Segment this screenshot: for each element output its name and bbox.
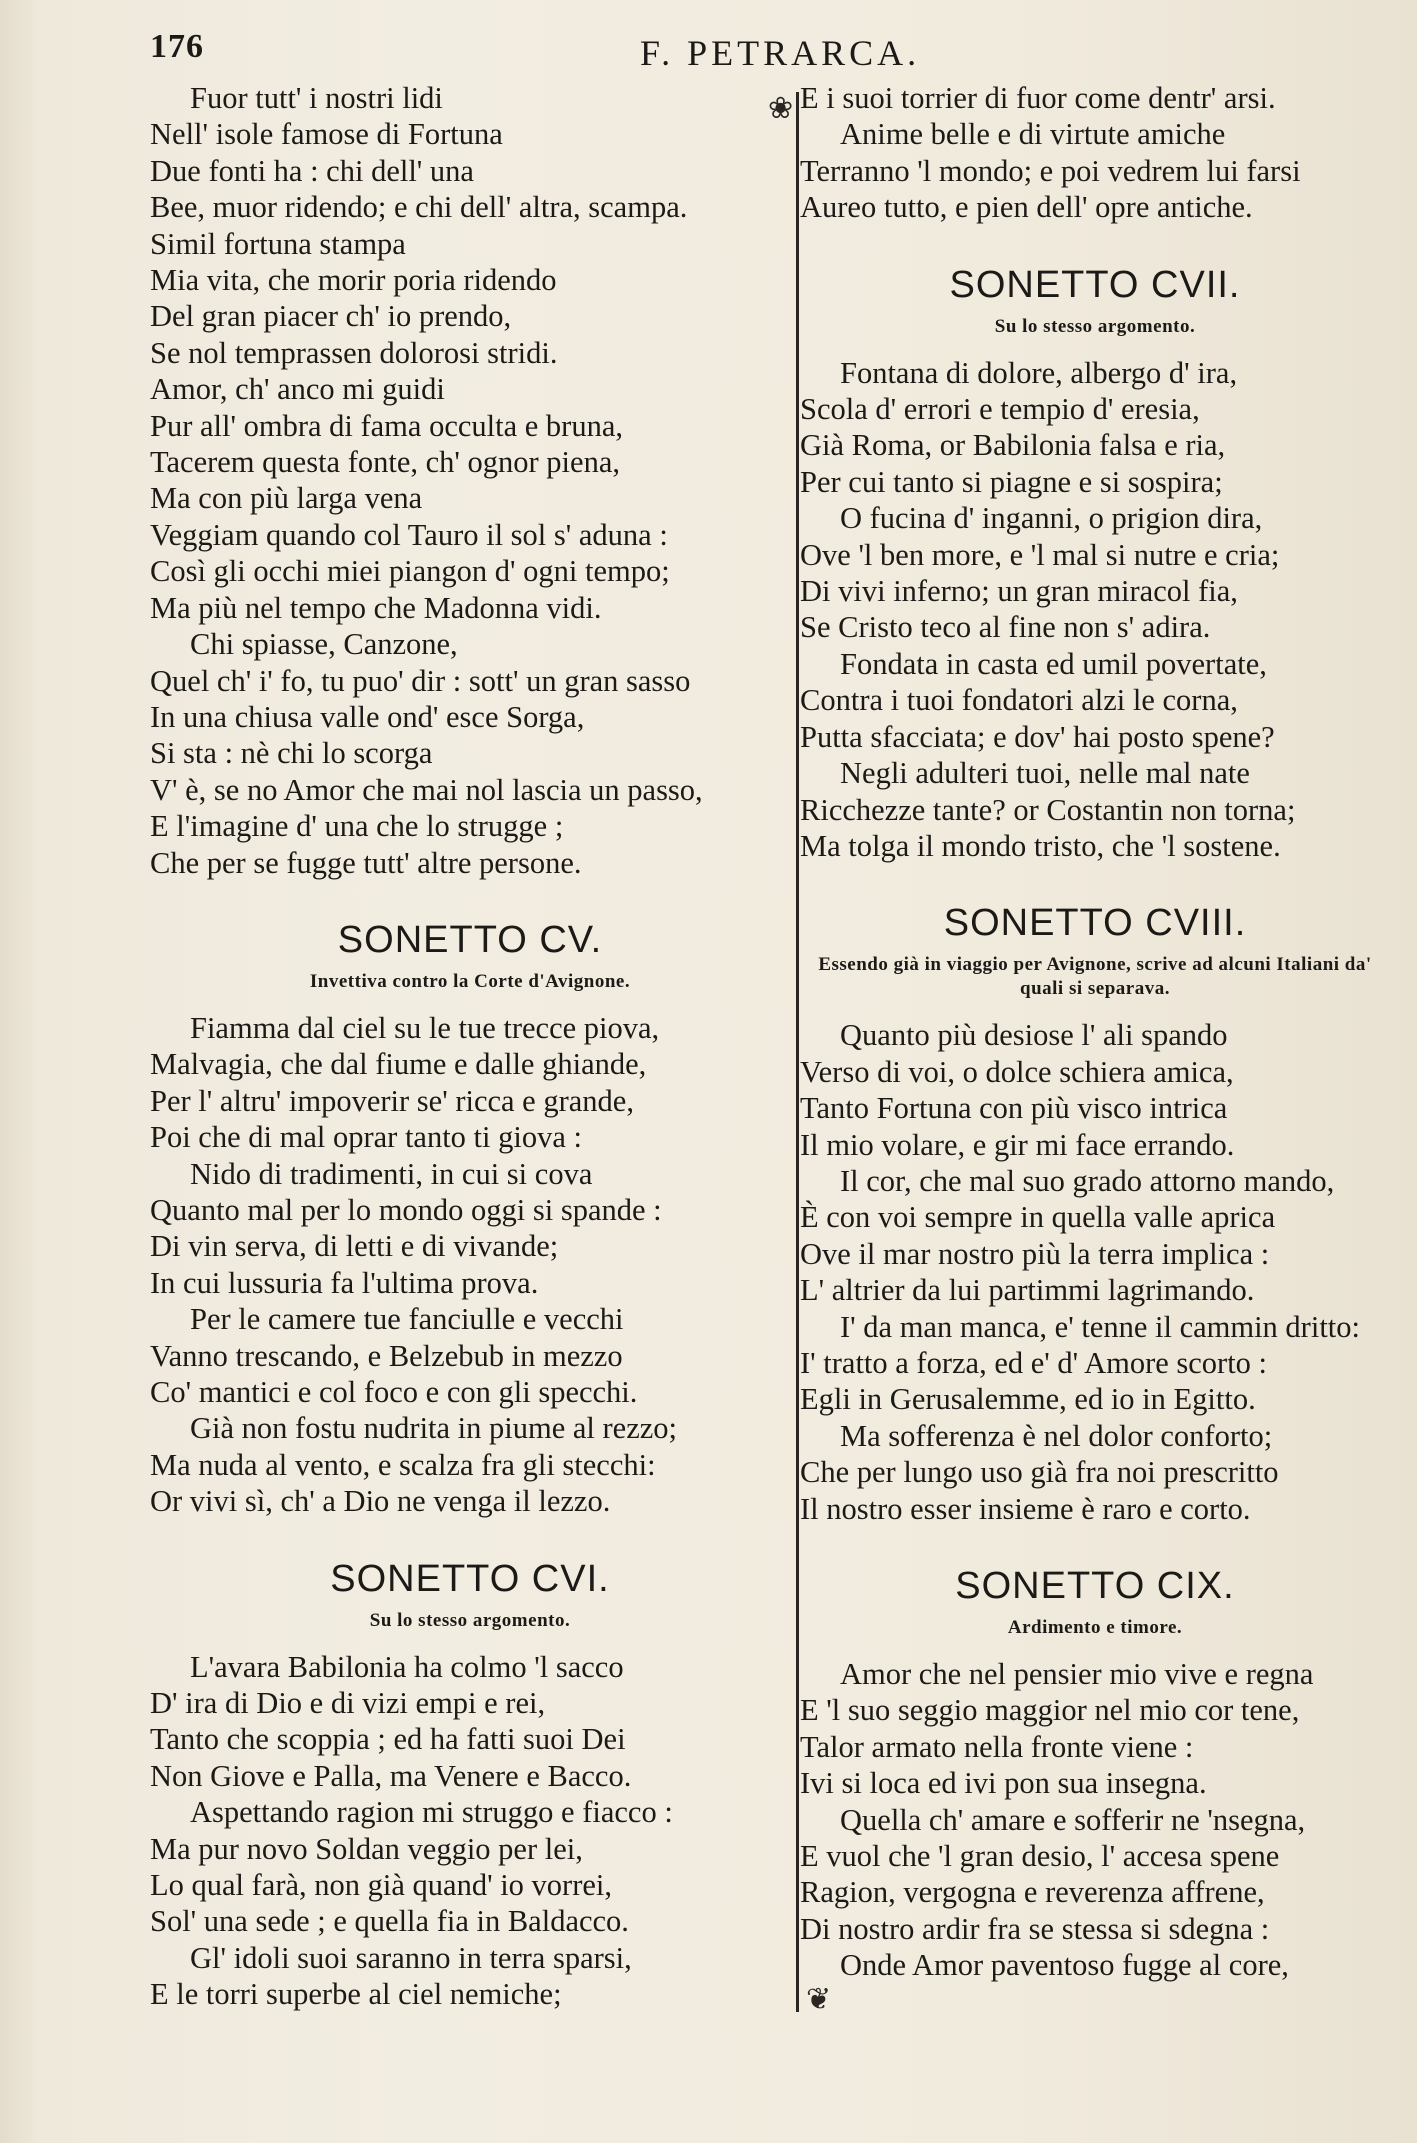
verse-line: Egli in Gerusalemme, ed io in Egitto. xyxy=(800,1382,1256,1417)
sonnet xyxy=(150,1558,790,2013)
verse-line: Ove 'l ben more, e 'l mal si nutre e cria; xyxy=(800,537,1280,572)
left-column xyxy=(150,80,790,2013)
verse-line: D' ira di Dio e di vizi empi e rei, xyxy=(150,1686,546,1721)
verse-line: Di vivi inferno; un gran miracol fia, xyxy=(800,574,1238,609)
right-column xyxy=(800,80,1390,1984)
sonnet-subtitle: Invettiva contro la Corte d'Avignone. xyxy=(309,970,631,992)
verse-line: Fondata in casta ed umil povertate, xyxy=(840,646,1267,681)
sonnet-title: SONETTO CVIII. xyxy=(943,902,1247,945)
verse-line: Amor, ch' anco mi guidi xyxy=(150,372,445,407)
page-number: 176 xyxy=(150,28,204,65)
verse-line: Ma pur novo Soldan veggio per lei, xyxy=(150,1831,583,1866)
sonnet xyxy=(800,264,1390,865)
verse-line: L'avara Babilonia ha colmo 'l sacco xyxy=(190,1649,624,1684)
verse-line: Ma sofferenza è nel dolor conforto; xyxy=(840,1418,1273,1453)
verse-line: Il mio volare, e gir mi face errando. xyxy=(800,1127,1235,1162)
verse-line: Tanto Fortuna con più visco intrica xyxy=(800,1091,1228,1126)
running-title: F. PETRARCA. xyxy=(640,33,921,73)
verse-line: Ragion, vergogna e reverenza affrene, xyxy=(800,1875,1265,1910)
sonnet xyxy=(800,902,1390,1527)
verse-line: E le torri superbe al ciel nemiche; xyxy=(150,1977,562,2012)
verse-line: Ove il mar nostro più la terra implica : xyxy=(800,1236,1270,1271)
verse-line: Fiamma dal ciel su le tue trecce piova, xyxy=(190,1010,660,1045)
verse-line: Si sta : nè chi lo scorga xyxy=(150,736,433,771)
verse-line: Talor armato nella fronte viene : xyxy=(800,1729,1194,1764)
verse-line: Scola d' errori e tempio d' eresia, xyxy=(800,392,1200,427)
verse-line: Tacerem questa fonte, ch' ognor piena, xyxy=(150,445,620,480)
right-continuation xyxy=(800,80,1390,226)
verse-line: E vuol che 'l gran desio, l' accesa spene xyxy=(800,1839,1280,1874)
sonnet-subtitle: Essendo già in viaggio per Avignone, scrive ad alcuni Italiani da' quali si separava. xyxy=(818,954,1372,1000)
verse-line: Nido di tradimenti, in cui si cova xyxy=(190,1156,593,1191)
verse-line: Se Cristo teco al fine non s' adira. xyxy=(800,610,1211,645)
sonnet-title: SONETTO CVI. xyxy=(330,1557,610,1600)
verse-line: Chi spiasse, Canzone, xyxy=(190,627,458,662)
page-header xyxy=(150,28,1377,78)
verse-line: Lo qual farà, non già quand' io vorrei, xyxy=(150,1868,612,1903)
verse-line: Terranno 'l mondo; e poi vedrem lui farsi xyxy=(800,153,1301,188)
verse-line: I' tratto a forza, ed e' d' Amore scorto : xyxy=(800,1345,1268,1380)
verse-line: Putta sfacciata; e dov' hai posto spene? xyxy=(800,719,1275,754)
verse-line: E l'imagine d' una che lo strugge ; xyxy=(150,809,564,844)
verse-line: Sol' una sede ; e quella fia in Baldacco. xyxy=(150,1904,629,1939)
verse-line: Or vivi sì, ch' a Dio ne venga il lezzo. xyxy=(150,1484,611,1519)
verse-line: Che per se fugge tutt' altre persone. xyxy=(150,845,582,880)
verse-line: Per l' altru' impoverir se' ricca e grande, xyxy=(150,1083,634,1118)
verse-line: Tanto che scoppia ; ed ha fatti suoi Dei xyxy=(150,1722,626,1757)
verse-line: Poi che di mal oprar tanto ti giova : xyxy=(150,1120,582,1155)
verse-line: Vanno trescando, e Belzebub in mezzo xyxy=(150,1338,623,1373)
sonnet-title: SONETTO CIX. xyxy=(955,1565,1235,1607)
ornament-icon: ❀ xyxy=(768,91,794,126)
verse-line: Malvagia, che dal fiume e dalle ghiande, xyxy=(150,1047,647,1082)
verse-line: Il cor, che mal suo grado attorno mando, xyxy=(840,1163,1335,1198)
verse-line: Fontana di dolore, albergo d' ira, xyxy=(840,355,1238,390)
verse-line: Ma con più larga vena xyxy=(150,481,423,516)
verse-line: Onde Amor paventoso fugge al core, xyxy=(840,1948,1289,1983)
verse-line: Quella ch' amare e sofferir ne 'nsegna, xyxy=(840,1802,1306,1837)
verse-line: Simil fortuna stampa xyxy=(150,226,406,261)
sonnet xyxy=(150,919,790,1520)
verse-line: Se nol temprassen dolorosi stridi. xyxy=(150,335,558,370)
verse-line: Fuor tutt' i nostri lidi xyxy=(190,81,443,115)
verse-line: Così gli occhi miei piangon d' ogni tempo; xyxy=(150,554,670,589)
verse-line: V' è, se no Amor che mai nol lascia un passo, xyxy=(150,772,703,807)
sonnet-title: SONETTO CV. xyxy=(337,918,603,961)
verse-line: Bee, muor ridendo; e chi dell' altra, scampa. xyxy=(150,190,688,225)
verse-line: Ricchezze tante? or Costantin non torna; xyxy=(800,792,1296,827)
sonnet-subtitle: Su lo stesso argomento. xyxy=(994,315,1196,337)
verse-line: Per cui tanto si piagne e si sospira; xyxy=(800,464,1223,499)
verse-line: Nell' isole famose di Fortuna xyxy=(150,117,503,152)
verse-line: Che per lungo uso già fra noi prescritto xyxy=(800,1455,1279,1490)
sonnet-subtitle: Ardimento e timore. xyxy=(1007,1617,1183,1638)
verse-line: Quel ch' i' fo, tu puo' dir : sott' un gran sasso xyxy=(150,663,691,698)
sonnet xyxy=(800,1565,1390,1984)
verse-line: Pur all' ombra di fama occulta e bruna, xyxy=(150,408,623,443)
verse-line: Anime belle e di virtute amiche xyxy=(840,117,1226,152)
column-divider xyxy=(796,92,799,2012)
verse-line: Ma tolga il mondo tristo, che 'l sostene. xyxy=(800,828,1281,863)
verse-line: O fucina d' inganni, o prigion dira, xyxy=(840,501,1263,536)
verse-line: È con voi sempre in quella valle aprica xyxy=(800,1200,1276,1235)
verse-line: Già Roma, or Babilonia falsa e ria, xyxy=(800,428,1226,463)
verse-line: Il nostro esser insieme è raro e corto. xyxy=(800,1491,1251,1526)
verse-line: Non Giove e Palla, ma Venere e Bacco. xyxy=(150,1758,632,1793)
verse-line: Contra i tuoi fondatori alzi le corna, xyxy=(800,683,1238,718)
sonnet-title: SONETTO CVII. xyxy=(949,263,1241,306)
verse-line: Già non fostu nudrita in piume al rezzo; xyxy=(190,1411,678,1446)
verse-line: Verso di voi, o dolce schiera amica, xyxy=(800,1054,1234,1089)
verse-line: Amor che nel pensier mio vive e regna xyxy=(840,1657,1314,1691)
verse-line: Quanto più desiose l' ali spando xyxy=(840,1018,1228,1053)
verse-line: In cui lussuria fa l'ultima prova. xyxy=(150,1265,539,1300)
verse-line: Di vin serva, di letti e di vivande; xyxy=(150,1229,559,1264)
sonnet-subtitle: Su lo stesso argomento. xyxy=(369,1609,571,1631)
verse-line: E 'l suo seggio maggior nel mio cor tene, xyxy=(800,1693,1300,1728)
verse-line: Negli adulteri tuoi, nelle mal nate xyxy=(840,756,1250,791)
verse-line: In una chiusa valle ond' esce Sorga, xyxy=(150,699,585,734)
verse-line: Veggiam quando col Tauro il sol s' aduna : xyxy=(150,517,668,552)
verse-line: Ivi si loca ed ivi pon sua insegna. xyxy=(800,1766,1207,1801)
verse-line: Due fonti ha : chi dell' una xyxy=(150,153,474,188)
verse-line: Mia vita, che morir poria ridendo xyxy=(150,263,557,298)
verse-line: Aspettando ragion mi struggo e fiacco : xyxy=(190,1795,673,1830)
verse-line: Co' mantici e col foco e con gli specchi. xyxy=(150,1375,638,1409)
verse-line: Aureo tutto, e pien dell' opre antiche. xyxy=(800,190,1253,225)
left-continuation xyxy=(150,80,790,881)
verse-line: I' da man manca, e' tenne il cammin dritto: xyxy=(840,1309,1360,1344)
verse-line: Ma più nel tempo che Madonna vidi. xyxy=(150,590,602,625)
verse-line: Ma nuda al vento, e scalza fra gli stecchi: xyxy=(150,1447,656,1482)
verse-line: Del gran piacer ch' io prendo, xyxy=(150,299,512,334)
verse-line: Di nostro ardir fra se stessa si sdegna : xyxy=(800,1911,1270,1946)
verse-line: L' altrier da lui partimmi lagrimando. xyxy=(800,1273,1255,1308)
verse-line: E i suoi torrier di fuor come dentr' arsi. xyxy=(800,81,1276,115)
verse-line: Gl' idoli suoi saranno in terra sparsi, xyxy=(190,1940,632,1975)
ornament-icon: ❦ xyxy=(806,1982,832,2017)
verse-line: Quanto mal per lo mondo oggi si spande : xyxy=(150,1192,662,1227)
verse-line: Per le camere tue fanciulle e vecchi xyxy=(190,1302,624,1337)
